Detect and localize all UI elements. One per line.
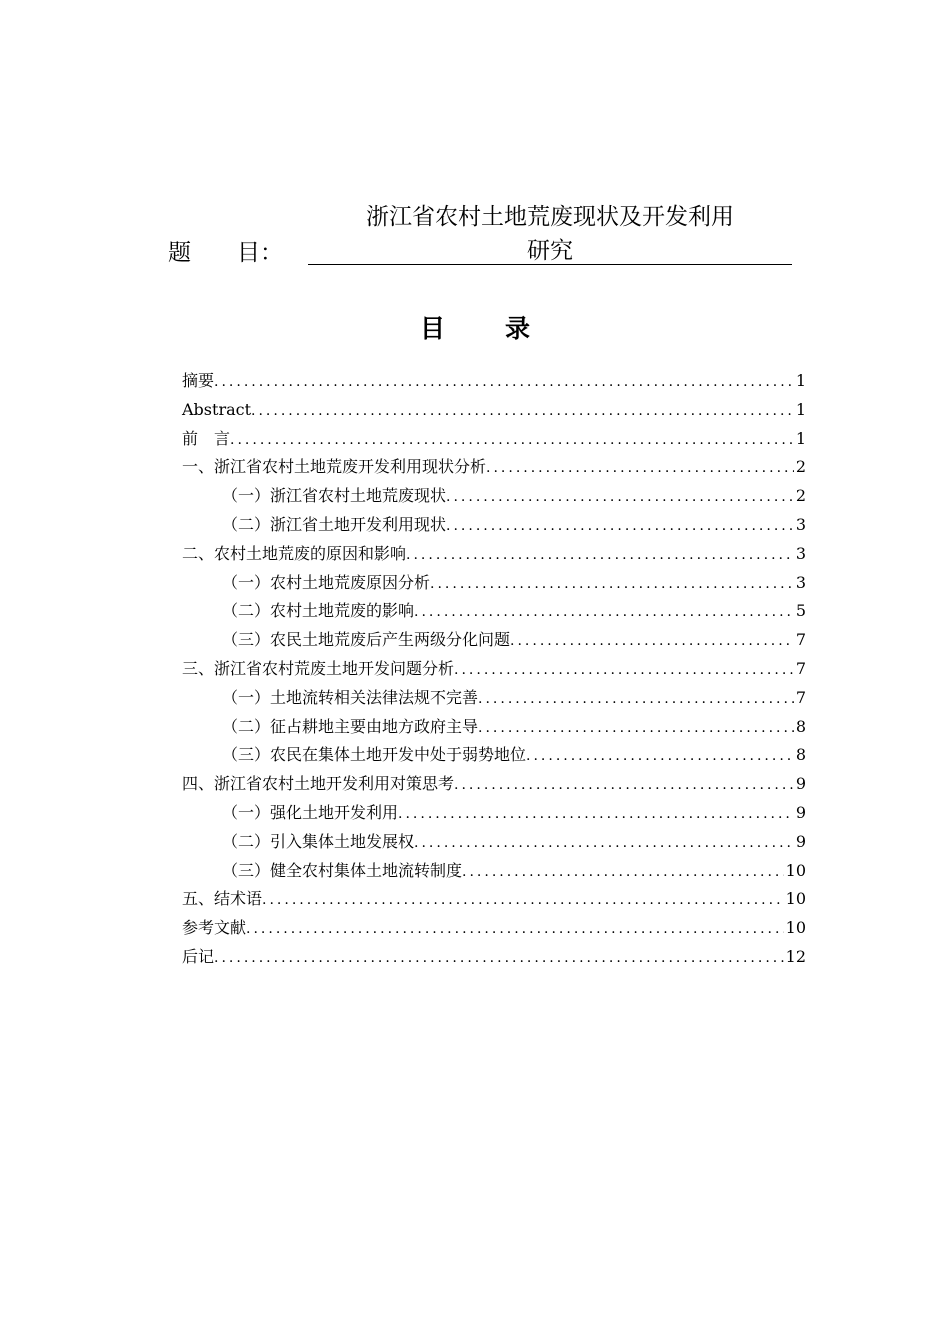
thesis-title-line1: 浙江省农村土地荒废现状及开发利用	[366, 204, 734, 230]
toc-entry[interactable]	[182, 713, 806, 742]
title-underline	[308, 264, 792, 265]
title-label-part1: 题	[168, 240, 191, 266]
toc-entry[interactable]	[182, 396, 806, 425]
toc-leader-dots	[230, 426, 794, 455]
toc-entry-page: 8	[795, 745, 806, 765]
toc-entry[interactable]	[182, 540, 806, 569]
toc-leader-dots	[510, 627, 794, 656]
toc-entry[interactable]	[182, 597, 806, 626]
toc-entry-page: 1	[795, 428, 806, 448]
toc-leader-dots	[414, 829, 794, 858]
thesis-title-line2: 研究	[527, 238, 573, 264]
toc-entry[interactable]	[182, 511, 806, 540]
toc-entry-page: 3	[795, 572, 806, 592]
toc-leader-dots	[430, 570, 794, 599]
toc-entry-label: （一）强化土地开发利用	[222, 802, 399, 822]
toc-entry[interactable]	[182, 828, 806, 857]
toc-entry-label: （三）农民在集体土地开发中处于弱势地位	[222, 745, 527, 765]
toc-entry-label: 后记	[182, 946, 215, 966]
toc-entry-page: 3	[795, 514, 806, 534]
toc-leader-dots	[251, 397, 794, 426]
toc-heading	[0, 309, 950, 345]
title-label	[168, 234, 283, 267]
toc-entry[interactable]	[182, 367, 806, 396]
toc-leader-dots	[414, 598, 794, 627]
toc-entry-label: 一、浙江省农村土地荒废开发利用现状分析	[182, 457, 487, 477]
toc-entry-label: 二、农村土地荒废的原因和影响	[182, 543, 407, 563]
toc-entry-page: 9	[795, 774, 806, 794]
toc-entry[interactable]	[182, 684, 806, 713]
toc-entry[interactable]	[182, 914, 806, 943]
toc-entry-page: 9	[795, 802, 806, 822]
toc-entry-page: 1	[795, 371, 806, 390]
toc-entry-page: 10	[785, 889, 806, 909]
toc-heading-char1: 目	[419, 314, 445, 343]
toc-entry-label: （二）引入集体土地发展权	[222, 831, 415, 851]
toc-entry-page: 2	[795, 486, 806, 506]
toc-entry-label: 四、浙江省农村土地开发利用对策思考	[182, 774, 455, 794]
toc-entry-page: 3	[795, 543, 806, 563]
thesis-title	[308, 200, 792, 268]
toc-entry[interactable]	[182, 655, 806, 684]
toc-entry-page: 9	[795, 831, 806, 851]
toc-entry[interactable]	[182, 741, 806, 770]
toc-entry[interactable]	[182, 425, 806, 454]
toc-leader-dots	[486, 454, 794, 483]
toc-entry-label: （一）土地流转相关法律法规不完善	[222, 687, 479, 707]
title-label-part2: 目：	[237, 240, 283, 266]
toc-entry-page: 12	[785, 946, 806, 966]
toc-leader-dots	[446, 512, 794, 541]
toc-entry-label: （一）农村土地荒废原因分析	[222, 572, 431, 592]
toc-leader-dots	[246, 915, 784, 944]
title-block	[168, 198, 792, 268]
toc-entry-label: （二）征占耕地主要由地方政府主导	[222, 716, 479, 736]
toc-entry-page: 10	[785, 860, 806, 880]
toc-entry-label: 参考文献	[182, 918, 247, 938]
table-of-contents	[182, 367, 806, 972]
toc-leader-dots	[398, 800, 794, 829]
toc-entry-label: （一）浙江省农村土地荒废现状	[222, 486, 447, 506]
toc-entry-page: 5	[795, 601, 806, 621]
toc-entry-label: 五、结术语	[182, 889, 263, 909]
toc-leader-dots	[478, 685, 794, 714]
toc-entry[interactable]	[182, 453, 806, 482]
toc-leader-dots	[262, 886, 784, 915]
toc-entry-label: 摘要	[182, 371, 215, 390]
toc-leader-dots	[214, 944, 784, 973]
toc-leader-dots	[406, 541, 794, 570]
toc-leader-dots	[214, 368, 794, 397]
toc-entry[interactable]	[182, 857, 806, 886]
toc-entry-page: 2	[795, 457, 806, 477]
toc-entry[interactable]	[182, 626, 806, 655]
toc-entry-label: （二）浙江省土地开发利用现状	[222, 514, 447, 534]
toc-entry[interactable]	[182, 482, 806, 511]
toc-entry-label: 前 言	[182, 428, 231, 448]
toc-leader-dots	[478, 714, 794, 743]
toc-entry-label: 三、浙江省农村荒废土地开发问题分析	[182, 658, 455, 678]
toc-entry[interactable]	[182, 770, 806, 799]
toc-entry-page: 8	[795, 716, 806, 736]
toc-entry-page: 1	[795, 399, 806, 419]
toc-entry-label: （二）农村土地荒废的影响	[222, 601, 415, 621]
toc-entry[interactable]	[182, 799, 806, 828]
toc-leader-dots	[454, 656, 794, 685]
toc-leader-dots	[526, 742, 794, 771]
toc-entry[interactable]	[182, 569, 806, 598]
toc-entry[interactable]	[182, 943, 806, 972]
toc-heading-char2: 录	[505, 314, 531, 343]
toc-entry-label: Abstract	[182, 399, 252, 419]
toc-entry-page: 7	[795, 630, 806, 650]
toc-leader-dots	[454, 771, 794, 800]
toc-entry-page: 10	[785, 918, 806, 938]
toc-entry-page: 7	[795, 658, 806, 678]
toc-entry[interactable]	[182, 885, 806, 914]
toc-leader-dots	[446, 483, 794, 512]
toc-entry-label: （三）农民土地荒废后产生两级分化问题	[222, 630, 511, 650]
toc-leader-dots	[462, 858, 784, 887]
toc-entry-page: 7	[795, 687, 806, 707]
toc-entry-label: （三）健全农村集体土地流转制度	[222, 860, 463, 880]
